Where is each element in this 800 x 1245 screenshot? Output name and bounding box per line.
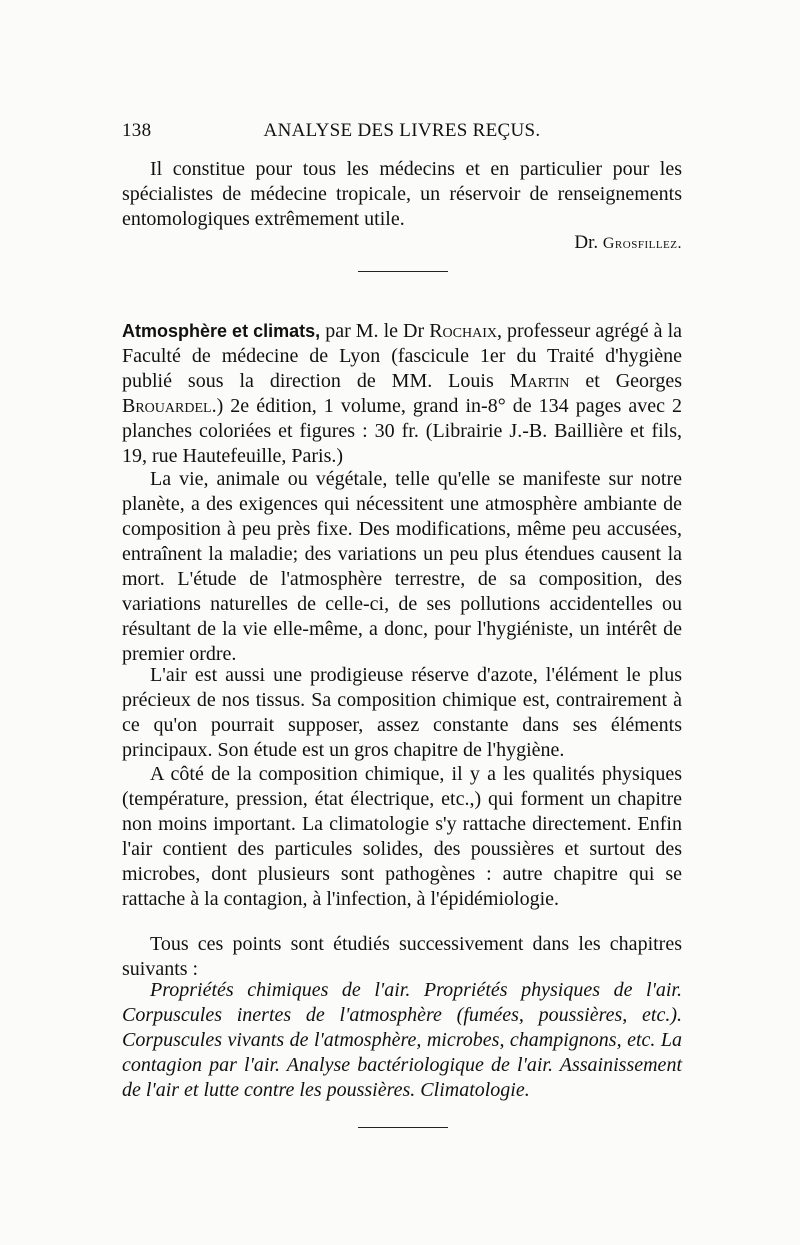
- intro-paragraph: [122, 157, 682, 232]
- section-divider: [358, 271, 448, 272]
- chapter-list-text: Propriétés chimiques de l'air. Propriétés physiques de l'air. Corpuscules inertes de l'atmosphère (fumées, poussières, etc.). Corpuscules vivants de l'atmosphère, microbes, champignons, etc. La contagion par l'air. Analyse bactériologique de l'air. Assainissement de l'air et lutte contre les poussières. Climatologie.: [122, 979, 682, 1101]
- paragraph-2: [122, 663, 682, 763]
- review-by: par M. le Dr: [325, 320, 425, 342]
- signature-prefix: Dr.: [574, 232, 599, 253]
- page-number: 138: [122, 120, 152, 141]
- paragraph-text: La vie, animale ou végétale, telle qu'elle se manifeste sur notre planète, a des exigences qui nécessitent une atmosphère ambiante de composition à peu près fixe. Des modifications, même peu accusées, entraînent la maladie; des variations un peu plus étendues causent la mort. L'étude de l'atmosphère terrestre, de sa composition, des variations naturelles de celle-ci, de ses pollutions accidentelles ou résultant de la vie elle-même, a donc, pour l'hygiéniste, un intérêt de premier ordre.: [122, 468, 682, 665]
- editor-1: Martin: [509, 370, 570, 392]
- review-citation: [122, 319, 682, 469]
- paragraph-1: [122, 467, 682, 667]
- paragraph-3: [122, 762, 682, 912]
- citation-part-3: .) 2e édition, 1 volume, grand in-8° de 134 pages avec 2 planches coloriées et figures : 30 fr. (Librairie J.-B. Baillière et fils, 19, rue Hautefeuille, Paris.): [122, 395, 682, 467]
- paragraph-text: A côté de la composition chimique, il y a les qualités physiques (température, pression, état électrique, etc.,) qui forment un chapitre non moins important. La climatologie s'y rattache directement. Enfin l'air contient des particules solides, des poussières et surtout des microbes, dont plusieurs sont pathogènes : autre chapitre qui se rattache à la contagion, à l'infection, à l'épidémiologie.: [122, 763, 682, 910]
- citation-part-2: et Georges: [585, 370, 683, 392]
- signature: [574, 232, 682, 254]
- paragraph-4: [122, 932, 682, 982]
- chapter-list: [122, 978, 682, 1103]
- citation-part-1: , professeur agrégé à la Faculté de médecine de Lyon (fascicule 1er du Traité d'hygiène publié sous la direction de MM. Louis: [122, 320, 683, 392]
- review-title: Atmosphère et climats,: [122, 321, 321, 341]
- review-author: Rochaix: [429, 320, 497, 342]
- signature-name: Grosfillez.: [602, 235, 682, 252]
- paragraph-text: Tous ces points sont étudiés successivement dans les chapitres suivants :: [122, 933, 682, 980]
- paragraph-text: L'air est aussi une prodigieuse réserve d'azote, l'élément le plus précieux de nos tissus. Sa composition chimique est, contrairement à ce qu'on pourrait supposer, assez constante dans ses éléments principaux. Son étude est un gros chapitre de l'hygiène.: [122, 664, 682, 761]
- intro-text: Il constitue pour tous les médecins et en particulier pour les spécialistes de médecine tropicale, un réservoir de renseignements entomologiques extrêmement utile.: [122, 158, 682, 230]
- section-divider: [358, 1127, 448, 1128]
- editor-2: Brouardel: [122, 395, 212, 417]
- running-title: ANALYSE DES LIVRES REÇUS.: [263, 120, 541, 141]
